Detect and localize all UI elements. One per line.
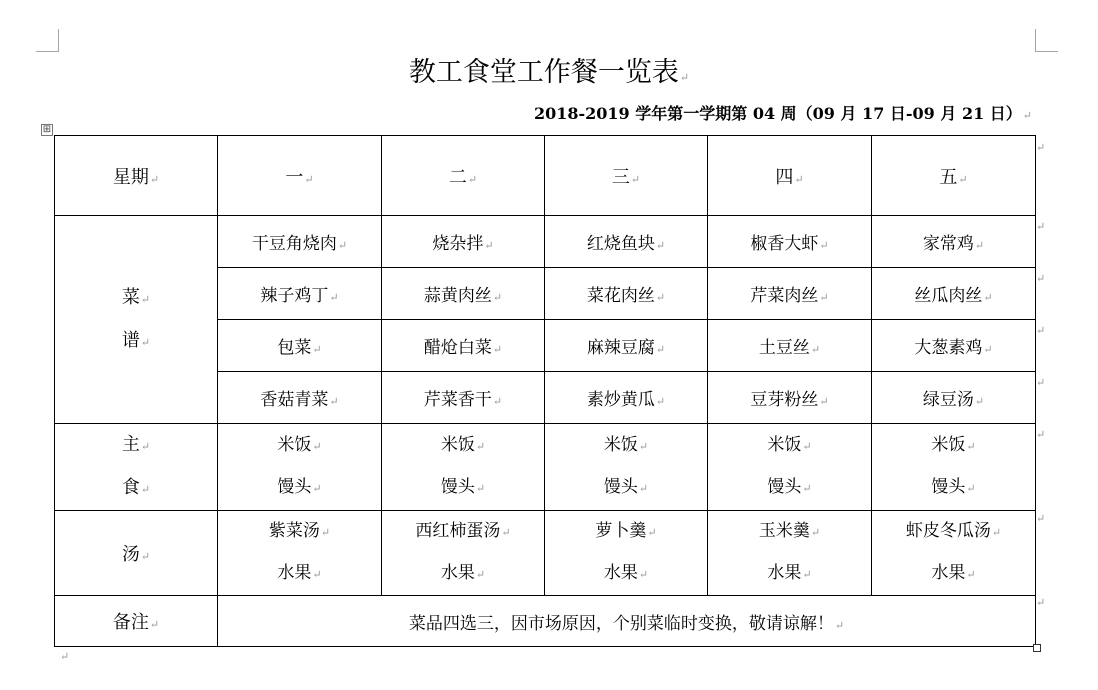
note-text-cell[interactable]: 菜品四选三，因市场原因，个别菜临时变换，敬请谅解！↵ (218, 596, 1036, 647)
row-end-mark: ↵ (1036, 220, 1046, 233)
row-end-mark: ↵ (1036, 376, 1046, 389)
staple-cell[interactable]: 米饭↵ 馒头↵ (382, 424, 545, 511)
dish-cell[interactable]: 家常鸡↵ (872, 216, 1036, 268)
dish-cell[interactable]: 干豆角烧肉↵ (218, 216, 382, 268)
soup-cell[interactable]: 萝卜羹↵ 水果↵ (545, 511, 708, 596)
dish-cell[interactable]: 辣子鸡丁↵ (218, 268, 382, 320)
soup-row (55, 511, 1036, 596)
row-end-mark: ↵ (1036, 428, 1046, 441)
day-header-cell[interactable]: 四↵ (708, 136, 872, 216)
soup-cell[interactable]: 西红柿蛋汤↵ 水果↵ (382, 511, 545, 596)
dish-cell[interactable]: 素炒黄瓜↵ (545, 372, 708, 424)
dish-cell[interactable]: 丝瓜肉丝↵ (872, 268, 1036, 320)
dish-cell[interactable]: 椒香大虾↵ (708, 216, 872, 268)
day-header-cell[interactable]: 五↵ (872, 136, 1036, 216)
soup-label-cell[interactable]: 汤↵ (55, 511, 218, 596)
staple-cell[interactable]: 米饭↵ 馒头↵ (545, 424, 708, 511)
menu-table (54, 135, 1036, 647)
menu-label-cell[interactable]: 菜↵ 谱↵ (55, 216, 218, 424)
soup-cell[interactable]: 虾皮冬瓜汤↵ 水果↵ (872, 511, 1036, 596)
weekday-header-cell[interactable]: 星期↵ (55, 136, 218, 216)
staple-row (55, 424, 1036, 511)
soup-cell[interactable]: 紫菜汤↵ 水果↵ (218, 511, 382, 596)
dish-cell[interactable]: 烧杂拌↵ (382, 216, 545, 268)
document-title: 教工食堂工作餐一览表↵ (408, 57, 690, 88)
dish-cell[interactable]: 土豆丝↵ (708, 320, 872, 372)
row-end-mark: ↵ (1036, 272, 1046, 285)
soup-cell[interactable]: 玉米羹↵ 水果↵ (708, 511, 872, 596)
dish-cell[interactable]: 芹菜香干↵ (382, 372, 545, 424)
row-end-mark: ↵ (1036, 141, 1046, 154)
dish-cell[interactable]: 菜花肉丝↵ (545, 268, 708, 320)
dish-cell[interactable]: 红烧鱼块↵ (545, 216, 708, 268)
dish-cell[interactable]: 大葱素鸡↵ (872, 320, 1036, 372)
staple-cell[interactable]: 米饭↵ 馒头↵ (872, 424, 1036, 511)
week-subtitle: 2018-2019 学年第一学期第 04 周（09 月 17 日-09 月 21 日）↵ (533, 104, 1032, 123)
page-corner-top-left (36, 29, 59, 52)
row-end-mark: ↵ (1036, 512, 1046, 525)
day-header-cell[interactable]: 二↵ (382, 136, 545, 216)
header-row (55, 136, 1036, 216)
day-header-cell[interactable]: 三↵ (545, 136, 708, 216)
page-corner-top-right (1035, 29, 1058, 52)
dish-cell[interactable]: 麻辣豆腐↵ (545, 320, 708, 372)
dish-row (55, 216, 1036, 268)
paragraph-end-mark: ↵ (60, 650, 70, 663)
table-move-handle-icon[interactable]: ⊞ (42, 124, 52, 135)
staple-cell[interactable]: 米饭↵ 馒头↵ (708, 424, 872, 511)
table-resize-handle[interactable] (1033, 644, 1041, 652)
dish-cell[interactable]: 香菇青菜↵ (218, 372, 382, 424)
dish-cell[interactable]: 包菜↵ (218, 320, 382, 372)
row-end-mark: ↵ (1036, 596, 1046, 609)
staple-label-cell[interactable]: 主↵ 食↵ (55, 424, 218, 511)
note-label-cell[interactable]: 备注↵ (55, 596, 218, 647)
dish-cell[interactable]: 醋炝白菜↵ (382, 320, 545, 372)
day-header-cell[interactable]: 一↵ (218, 136, 382, 216)
staple-cell[interactable]: 米饭↵ 馒头↵ (218, 424, 382, 511)
note-row (55, 596, 1036, 647)
dish-cell[interactable]: 豆芽粉丝↵ (708, 372, 872, 424)
dish-cell[interactable]: 绿豆汤↵ (872, 372, 1036, 424)
dish-cell[interactable]: 蒜黄肉丝↵ (382, 268, 545, 320)
dish-cell[interactable]: 芹菜肉丝↵ (708, 268, 872, 320)
row-end-mark: ↵ (1036, 324, 1046, 337)
